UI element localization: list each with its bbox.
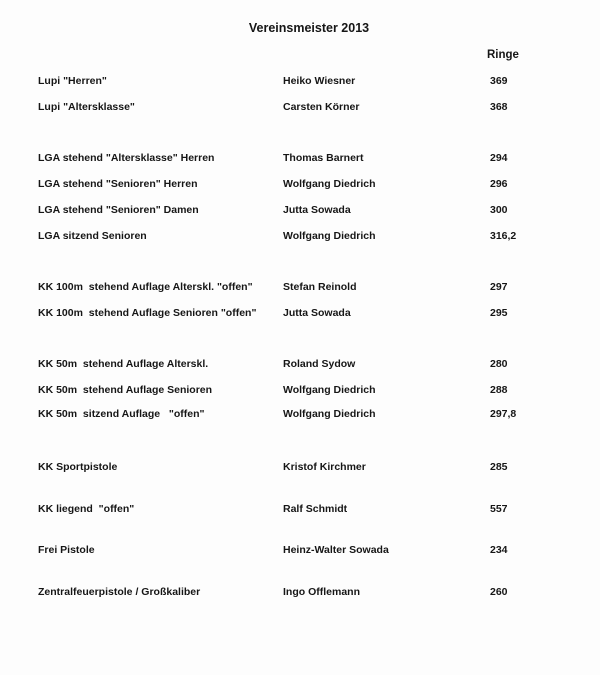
result-row <box>0 358 600 374</box>
score-value: 260 <box>490 586 508 598</box>
discipline-label: LGA sitzend Senioren <box>38 230 147 242</box>
discipline-label: Lupi "Herren" <box>38 75 107 87</box>
shooter-name: Ralf Schmidt <box>283 503 348 515</box>
result-row <box>0 586 600 602</box>
result-row <box>0 503 600 519</box>
shooter-name: Wolfgang Diedrich <box>283 384 376 396</box>
shooter-name: Carsten Körner <box>283 101 360 113</box>
shooter-name: Roland Sydow <box>283 358 356 370</box>
discipline-label: Zentralfeuerpistole / Großkaliber <box>38 586 201 598</box>
discipline-label: KK 100m stehend Auflage Alterskl. "offen" <box>38 281 253 293</box>
result-row <box>0 408 600 424</box>
shooter-name: Ingo Offlemann <box>283 586 360 598</box>
shooter-name: Thomas Barnert <box>283 152 364 164</box>
discipline-label: Frei Pistole <box>38 544 95 556</box>
result-row <box>0 307 600 323</box>
discipline-label: KK Sportpistole <box>38 461 118 473</box>
score-value: 316,2 <box>490 230 517 242</box>
discipline-label: KK liegend "offen" <box>38 503 135 515</box>
score-value: 297 <box>490 281 508 293</box>
discipline-label: KK 50m stehend Auflage Senioren <box>38 384 213 396</box>
score-value: 296 <box>490 178 508 190</box>
discipline-label: KK 50m sitzend Auflage "offen" <box>38 408 205 420</box>
discipline-label: Lupi "Altersklasse" <box>38 101 135 113</box>
shooter-name: Kristof Kirchmer <box>283 461 366 473</box>
score-value: 294 <box>490 152 508 164</box>
result-row <box>0 384 600 400</box>
score-value: 280 <box>490 358 508 370</box>
result-row <box>0 75 600 91</box>
score-value: 557 <box>490 503 508 515</box>
score-value: 369 <box>490 75 508 87</box>
shooter-name: Heiko Wiesner <box>283 75 356 87</box>
score-value: 285 <box>490 461 508 473</box>
result-row <box>0 178 600 194</box>
discipline-label: KK 50m stehend Auflage Alterskl. <box>38 358 209 370</box>
score-value: 295 <box>490 307 508 319</box>
result-row <box>0 230 600 246</box>
result-row <box>0 204 600 220</box>
shooter-name: Wolfgang Diedrich <box>283 408 376 420</box>
discipline-label: LGA stehend "Altersklasse" Herren <box>38 152 215 164</box>
result-row <box>0 101 600 117</box>
score-value: 288 <box>490 384 508 396</box>
shooter-name: Jutta Sowada <box>283 204 351 216</box>
discipline-label: LGA stehend "Senioren" Herren <box>38 178 198 190</box>
shooter-name: Wolfgang Diedrich <box>283 230 376 242</box>
shooter-name: Stefan Reinold <box>283 281 357 293</box>
page-title: Vereinsmeister 2013 <box>248 21 370 35</box>
result-row <box>0 281 600 297</box>
shooter-name: Wolfgang Diedrich <box>283 178 376 190</box>
discipline-label: LGA stehend "Senioren" Damen <box>38 204 199 216</box>
score-column-header: Ringe <box>487 49 519 61</box>
shooter-name: Heinz-Walter Sowada <box>283 544 389 556</box>
result-row <box>0 461 600 477</box>
result-row <box>0 544 600 560</box>
score-value: 297,8 <box>490 408 517 420</box>
shooter-name: Jutta Sowada <box>283 307 351 319</box>
result-row <box>0 152 600 168</box>
score-value: 368 <box>490 101 508 113</box>
discipline-label: KK 100m stehend Auflage Senioren "offen" <box>38 307 257 319</box>
score-value: 234 <box>490 544 508 556</box>
score-value: 300 <box>490 204 508 216</box>
